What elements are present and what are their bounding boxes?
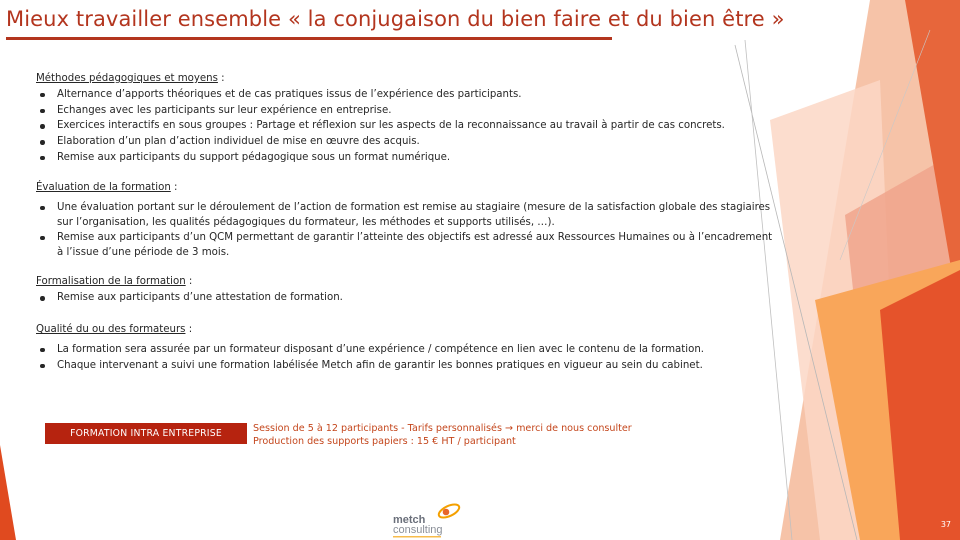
bullet-item: Une évaluation portant sur le déroulement de l’action de formation est remise au stagiaire (mesure de la satisfaction globale des stagiaires sur l’organisation, les qualités pédagogiques du formateur, les méthodes et supports utilisés, …). [36,200,776,230]
bullet-list [36,290,776,306]
bullet-item: Remise aux participants d’une attestation de formation. [36,290,776,306]
logo-word-metch: metch [393,514,426,526]
section-evaluation [36,180,776,260]
section-heading-text: Évaluation de la formation [36,181,171,193]
section-qualite [36,322,776,373]
bullet-list [36,200,776,260]
logo-tagline-bar [393,536,441,538]
section-heading-text: Méthodes pédagogiques et moyens [36,73,218,84]
bullet-item: Elaboration d’un plan d’action individuel de mise en œuvre des acquis. [36,134,776,150]
session-info [253,422,632,448]
bullet-item: Echanges avec les participants sur leur expérience en entreprise. [36,103,776,119]
content-area [36,68,776,374]
metch-consulting-logo [388,500,468,540]
bullet-list [36,87,776,166]
section-heading [36,180,776,196]
bullet-item: Remise aux participants d’un QCM permettant de garantir l’atteinte des objectifs est adressé aux Ressources Humaines ou à l’encadrement à l’issue d’une période de 3 mois. [36,230,776,260]
bullet-item: Chaque intervenant a suivi une formation labélisée Metch afin de garantir les bonnes pratiques en vigueur au sein du cabinet. [36,358,776,374]
section-heading-suffix: : [185,275,193,287]
section-heading [36,274,776,290]
logo-word-consulting: consulting [393,524,443,536]
section-heading [36,71,776,87]
title-underline [6,37,612,40]
section-heading-suffix: : [185,324,193,336]
section-formalisation [36,274,776,307]
bullet-item: Remise aux participants du support pédagogique sous un format numérique. [36,150,776,166]
page-number: 37 [940,520,951,529]
session-info-line: Session de 5 à 12 participants - Tarifs personnalisés → merci de nous consulter [253,423,632,434]
bullet-item: La formation sera assurée par un formateur disposant d’une expérience / compétence en lien avec le contenu de la formation. [36,342,776,358]
decor-shape-bottom-left [0,445,16,540]
bullet-item: Exercices interactifs en sous groupes : Partage et réflexion sur les aspects de la reconnaissance au travail à partir de cas concrets. [36,118,776,134]
section-methodes [36,71,776,166]
section-heading-suffix: : [170,181,178,193]
logo-dot-icon [443,509,450,516]
session-info-line: Production des supports papiers : 15 € HT / participant [253,436,516,447]
section-heading [36,322,776,338]
section-heading-text: Qualité du ou des formateurs [36,324,186,336]
slide-title: Mieux travailler ensemble « la conjugaison du bien faire et du bien être » [6,7,785,31]
section-heading-suffix: : [217,73,225,84]
section-heading-text: Formalisation de la formation [36,275,186,287]
bullet-item: Alternance d’apports théoriques et de cas pratiques issus de l’expérience des participants. [36,87,776,103]
bullet-list [36,342,776,374]
formation-intra-entreprise-button[interactable]: FORMATION INTRA ENTREPRISE [45,423,247,444]
